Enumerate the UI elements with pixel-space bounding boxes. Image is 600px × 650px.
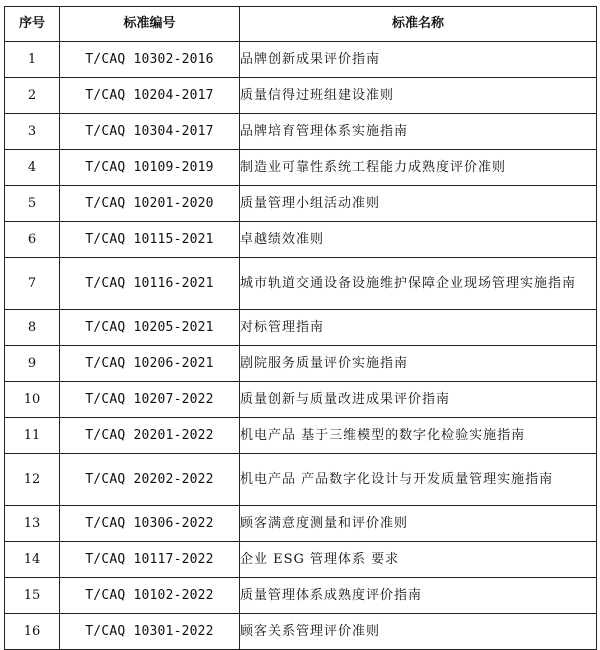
standards-table [4, 6, 597, 650]
row-code: T/CAQ 10102-2022 [60, 578, 240, 614]
row-code: T/CAQ 10117-2022 [60, 542, 240, 578]
row-index: 13 [5, 506, 60, 542]
row-code: T/CAQ 10201-2020 [60, 186, 240, 222]
row-code: T/CAQ 10207-2022 [60, 382, 240, 418]
table-row [5, 114, 597, 150]
table-row [5, 418, 597, 454]
row-name: 质量创新与质量改进成果评价指南 [240, 382, 597, 418]
row-name: 卓越绩效准则 [240, 222, 597, 258]
row-name: 制造业可靠性系统工程能力成熟度评价准则 [240, 150, 597, 186]
row-name: 质量管理小组活动准则 [240, 186, 597, 222]
row-code: T/CAQ 10306-2022 [60, 506, 240, 542]
row-name: 顾客关系管理评价准则 [240, 614, 597, 650]
table-header-row [5, 7, 597, 42]
row-name: 对标管理指南 [240, 310, 597, 346]
row-code: T/CAQ 20201-2022 [60, 418, 240, 454]
row-name: 质量管理体系成熟度评价指南 [240, 578, 597, 614]
row-code: T/CAQ 10204-2017 [60, 78, 240, 114]
header-code: 标准编号 [60, 7, 240, 42]
row-name: 机电产品 产品数字化设计与开发质量管理实施指南 [240, 454, 597, 506]
table-row [5, 542, 597, 578]
table-row [5, 382, 597, 418]
row-index: 8 [5, 310, 60, 346]
row-code: T/CAQ 10115-2021 [60, 222, 240, 258]
table-row [5, 310, 597, 346]
row-name: 品牌培育管理体系实施指南 [240, 114, 597, 150]
row-index: 6 [5, 222, 60, 258]
header-index: 序号 [5, 7, 60, 42]
table-row [5, 150, 597, 186]
row-name: 机电产品 基于三维模型的数字化检验实施指南 [240, 418, 597, 454]
table-row [5, 78, 597, 114]
row-index: 14 [5, 542, 60, 578]
row-index: 7 [5, 258, 60, 310]
table-row [5, 614, 597, 650]
row-index: 15 [5, 578, 60, 614]
row-code: T/CAQ 10116-2021 [60, 258, 240, 310]
table-row [5, 454, 597, 506]
header-name: 标准名称 [240, 7, 597, 42]
row-code: T/CAQ 10206-2021 [60, 346, 240, 382]
row-name: 城市轨道交通设备设施维护保障企业现场管理实施指南 [240, 258, 597, 310]
row-index: 2 [5, 78, 60, 114]
table-row [5, 506, 597, 542]
row-index: 16 [5, 614, 60, 650]
table-row [5, 578, 597, 614]
row-index: 4 [5, 150, 60, 186]
row-name: 顾客满意度测量和评价准则 [240, 506, 597, 542]
row-code: T/CAQ 10304-2017 [60, 114, 240, 150]
row-index: 10 [5, 382, 60, 418]
row-code: T/CAQ 20202-2022 [60, 454, 240, 506]
row-code: T/CAQ 10302-2016 [60, 42, 240, 78]
row-name: 企业 ESG 管理体系 要求 [240, 542, 597, 578]
row-name: 剧院服务质量评价实施指南 [240, 346, 597, 382]
row-index: 12 [5, 454, 60, 506]
row-code: T/CAQ 10109-2019 [60, 150, 240, 186]
row-name: 品牌创新成果评价指南 [240, 42, 597, 78]
row-index: 3 [5, 114, 60, 150]
row-name: 质量信得过班组建设准则 [240, 78, 597, 114]
table-row [5, 42, 597, 78]
table-row [5, 258, 597, 310]
row-index: 5 [5, 186, 60, 222]
row-index: 1 [5, 42, 60, 78]
table-row [5, 346, 597, 382]
row-code: T/CAQ 10301-2022 [60, 614, 240, 650]
row-index: 9 [5, 346, 60, 382]
row-index: 11 [5, 418, 60, 454]
table-row [5, 222, 597, 258]
table-row [5, 186, 597, 222]
row-code: T/CAQ 10205-2021 [60, 310, 240, 346]
